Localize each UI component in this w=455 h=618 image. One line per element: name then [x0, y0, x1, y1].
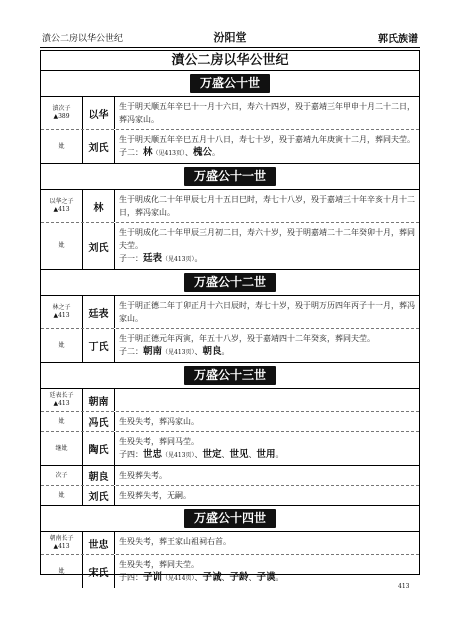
relation-label: 妣 [58, 417, 65, 425]
person-name: 丁氏 [83, 329, 115, 362]
child-name: 朝良 [202, 346, 222, 357]
separator: 、 [248, 573, 257, 582]
person-row [41, 389, 419, 412]
child-name: 子谟 [256, 572, 276, 583]
relation-note [41, 389, 83, 411]
generation-header [41, 71, 419, 97]
child-name: 世忠 [143, 449, 163, 460]
children-line [119, 252, 415, 266]
relation-note [41, 223, 83, 269]
child-name: 世用 [256, 449, 276, 460]
child-name: 子龄 [229, 572, 249, 583]
relation-label: 廷表长子 [49, 392, 74, 399]
child-name: 世见 [229, 449, 249, 460]
person-name: 朝南 [83, 389, 115, 411]
relation-label: 濆次子 [52, 105, 71, 112]
header-divider [40, 47, 420, 48]
relation-note [41, 466, 83, 485]
generation-title: 万盛公十四世 [184, 509, 276, 528]
biography-cell [115, 130, 419, 163]
child-page-ref: （见413页） [162, 452, 195, 459]
relation-label: 妣 [58, 491, 65, 499]
separator: 。 [211, 148, 220, 157]
biography-text: 生于明正德元年丙寅，年五十八岁，殁于嘉靖四十二年癸亥，葬同夫茔。 [119, 334, 375, 343]
biography-cell [115, 486, 419, 505]
person-name: 刘氏 [83, 130, 115, 163]
person-name: 朝良 [83, 466, 115, 485]
children-line [119, 448, 415, 462]
page-reference: ▲389 [53, 113, 70, 120]
biography-text: 生于明成化二十年甲辰七月十五日巳时，寿七十八岁，殁于嘉靖三十年辛亥十月十二日，葬冯家山。 [119, 195, 415, 217]
biography-text: 生殁失考，葬同夫茔。 [119, 560, 199, 569]
generation-title: 万盛公十二世 [184, 273, 276, 292]
relation-label: 朝南长子 [49, 535, 74, 542]
generation-header [41, 164, 419, 190]
separator: 、 [221, 573, 230, 582]
person-name: 世忠 [83, 532, 115, 554]
person-name: 林 [83, 190, 115, 222]
biography-cell [115, 296, 419, 328]
generation-title: 万盛公十一世 [184, 167, 276, 186]
page-header [40, 28, 420, 46]
separator: 、 [194, 573, 203, 582]
biography-cell [115, 466, 419, 485]
child-name: 朝南 [143, 346, 163, 357]
children-line [119, 345, 415, 359]
biography-text: 生于明天顺五年辛巳五月十八日，寿七十岁，殁于嘉靖九年庚寅十二月，葬同夫茔。 [119, 135, 415, 144]
person-row [41, 412, 419, 432]
generations-container [41, 71, 419, 588]
genealogy-table [40, 50, 420, 583]
relation-label: 以华之子 [49, 198, 74, 205]
person-row [41, 486, 419, 506]
relation-note [41, 97, 83, 129]
children-line [119, 146, 415, 160]
page-title: 濆公二房以华公世纪 [41, 51, 419, 71]
children-label: 子一： [119, 254, 143, 263]
relation-note [41, 190, 83, 222]
relation-note [41, 555, 83, 588]
relation-note [41, 130, 83, 163]
person-row [41, 432, 419, 466]
biography-text: 生于明天顺五年辛巳十一月十六日，寿六十四岁，殁于嘉靖三年甲申十月二十二日，葬冯家山。 [119, 102, 415, 124]
generation-title: 万盛公十世 [190, 74, 270, 93]
biography-cell [115, 389, 419, 411]
child-name: 世定 [202, 449, 222, 460]
biography-text: 生于明正德二年丁卯正月十六日辰时，寿七十岁，殁于明万历四年丙子十一月，葬冯家山。 [119, 301, 415, 323]
person-row [41, 130, 419, 164]
person-row [41, 223, 419, 270]
child-page-ref: （见413页） [162, 349, 195, 356]
generation-header [41, 506, 419, 532]
relation-note [41, 329, 83, 362]
separator: 。 [275, 450, 284, 459]
separator: 。 [221, 347, 230, 356]
person-row [41, 190, 419, 223]
page-reference: ▲413 [53, 400, 70, 407]
biography-cell [115, 97, 419, 129]
child-page-ref: （见413页） [162, 256, 195, 263]
page-reference: ▲413 [53, 543, 70, 550]
person-row [41, 532, 419, 555]
biography-text: 生于明成化二十年甲辰三月初二日，寿六十岁，殁于明嘉靖二十二年癸卯十月，葬同夫茔。 [119, 228, 415, 250]
children-line [119, 571, 415, 585]
relation-note [41, 432, 83, 465]
person-name: 廷表 [83, 296, 115, 328]
generation-title: 万盛公十三世 [184, 366, 276, 385]
biography-cell [115, 532, 419, 554]
generation-header [41, 363, 419, 389]
biography-cell [115, 190, 419, 222]
relation-label: 次子 [55, 471, 68, 479]
children-label: 子四： [119, 450, 143, 459]
biography-cell [115, 555, 419, 588]
child-name: 廷表 [143, 253, 163, 264]
relation-note [41, 412, 83, 431]
page-reference: ▲413 [53, 206, 70, 213]
relation-label: 妣 [58, 567, 65, 575]
separator: 。 [275, 573, 284, 582]
biography-cell [115, 412, 419, 431]
person-row [41, 296, 419, 329]
person-row [41, 97, 419, 130]
biography-text: 生殁失考，葬王家山祖祠右首。 [119, 537, 231, 546]
person-name: 陶氏 [83, 432, 115, 465]
person-row [41, 466, 419, 486]
relation-label: 妣 [58, 142, 65, 150]
separator: 、 [221, 450, 230, 459]
separator: 。 [194, 254, 203, 263]
person-name: 以华 [83, 97, 115, 129]
separator: 、 [194, 450, 203, 459]
generation-header [41, 270, 419, 296]
relation-note [41, 486, 83, 505]
biography-text: 生殁葬失考。 [119, 471, 167, 480]
relation-note [41, 532, 83, 554]
separator: 、 [194, 347, 203, 356]
page-number: 413 [398, 583, 410, 590]
biography-text: 生殁失考，葬同马茔。 [119, 437, 199, 446]
children-label: 子二： [119, 347, 143, 356]
header-hall-name: 汾阳堂 [213, 31, 247, 44]
relation-note [41, 296, 83, 328]
child-page-ref: （见414页） [162, 575, 195, 582]
person-name: 刘氏 [83, 486, 115, 505]
person-name: 冯氏 [83, 412, 115, 431]
separator: 、 [248, 450, 257, 459]
children-label: 子四： [119, 573, 143, 582]
person-name: 宋氏 [83, 555, 115, 588]
child-name: 林 [143, 147, 153, 158]
child-name: 子训 [143, 572, 163, 583]
child-name: 槐公 [192, 147, 212, 158]
relation-label: 林之子 [52, 304, 71, 311]
biography-cell [115, 329, 419, 362]
biography-cell [115, 223, 419, 269]
header-left-title: 濆公二房以华公世纪 [42, 34, 124, 44]
separator: 、 [184, 148, 193, 157]
header-book-title: 郭氏族谱 [378, 34, 418, 45]
person-name: 刘氏 [83, 223, 115, 269]
person-row [41, 555, 419, 588]
children-label: 子二： [119, 148, 143, 157]
child-name: 子诚 [202, 572, 222, 583]
relation-label: 继妣 [55, 444, 68, 452]
biography-text: 生殁葬失考，无嗣。 [119, 491, 191, 500]
relation-label: 妣 [58, 341, 65, 349]
child-page-ref: （见413页） [152, 150, 185, 157]
relation-label: 妣 [58, 242, 65, 249]
biography-cell [115, 432, 419, 465]
person-row [41, 329, 419, 363]
page-reference: ▲413 [53, 312, 70, 319]
biography-text: 生殁失考，葬冯家山。 [119, 417, 199, 426]
